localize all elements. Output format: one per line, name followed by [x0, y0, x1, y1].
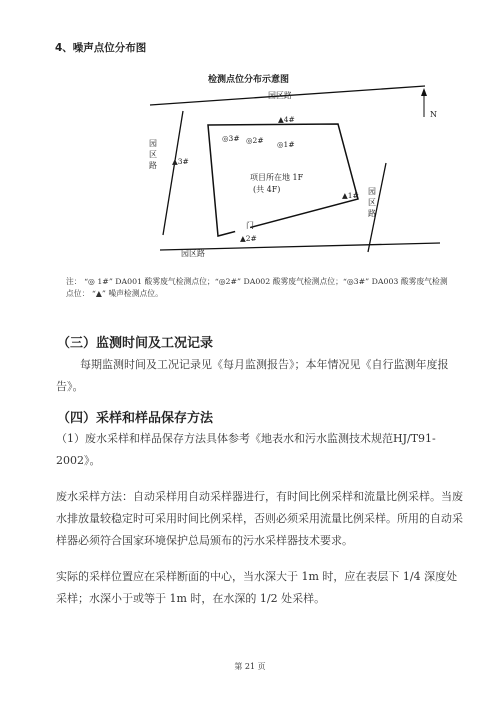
building-label: 项目所在地 1F — [250, 173, 304, 182]
figure-note-line1: 注： “◎ 1#” DA001 酸雾废气检测点位；“◎2#” DA002 酸雾废气检测点位；“◎3#” DA003 酸雾废气检测 — [66, 277, 448, 286]
north-arrow-head — [421, 88, 427, 96]
figure-title: 检测点位分布示意图 — [208, 75, 290, 85]
north-label: N — [430, 110, 437, 119]
site-map-diagram — [0, 0, 500, 290]
section-title: 4、噪声点位分布图 — [55, 42, 147, 54]
noise-point-2: ▲2# — [240, 234, 257, 243]
road-label-right: 园区路 — [368, 187, 376, 218]
noise-point-3: ▲3# — [172, 157, 189, 166]
noise-point-1: ▲1# — [342, 191, 359, 200]
paragraph-sampling-reference: （1）废水采样和样品保存方法具体参考《地表水和污水监测技术规范HJ/T91-2002》。 — [56, 432, 436, 467]
road-label-bottom: 园区路 — [181, 249, 205, 258]
paragraph-wastewater-sampling: 废水采样方法：自动采样用自动采样器进行，有时间比例采样和流量比例采样。当废水排放量较稳定时可采用时间比例采样，否则必须采用流量比例采样。所用的自动采样器必须符合国家环境保护总局颁布的污水采样器技术要求。 — [56, 490, 463, 547]
paragraph-monitoring-time: 每期监测时间及工况记录见《每月监测报告》；本年情况见《自行监测年度报告》。 — [56, 358, 449, 393]
paragraph-sampling-position: 实际的采样位置应在采样断面的中心，当水深大于 1m 时，应在表层下 1/4 深度处采样；水深小于或等于 1m 时，在水深的 1/2 处采样。 — [56, 570, 458, 605]
figure-note-line2: 点位： “▲” 噪声检测点位。 — [66, 289, 163, 298]
page-number: 第 21 页 — [234, 662, 266, 671]
road-label-top: 园区路 — [268, 91, 292, 100]
exhaust-point-3: ◎3# — [222, 134, 240, 143]
section-heading-monitoring-time: （三）监测时间及工况记录 — [57, 336, 214, 351]
exhaust-point-2: ◎2# — [246, 136, 264, 145]
noise-point-4: ▲4# — [278, 115, 295, 124]
building-floors: (共 4F) — [253, 185, 281, 194]
road-label-left: 园区路 — [149, 139, 157, 170]
gate-label: 门 — [246, 221, 254, 230]
road-left-line — [163, 111, 183, 235]
exhaust-point-1: ◎1# — [277, 140, 295, 149]
section-heading-sampling: （四）采样和样品保存方法 — [57, 411, 214, 426]
